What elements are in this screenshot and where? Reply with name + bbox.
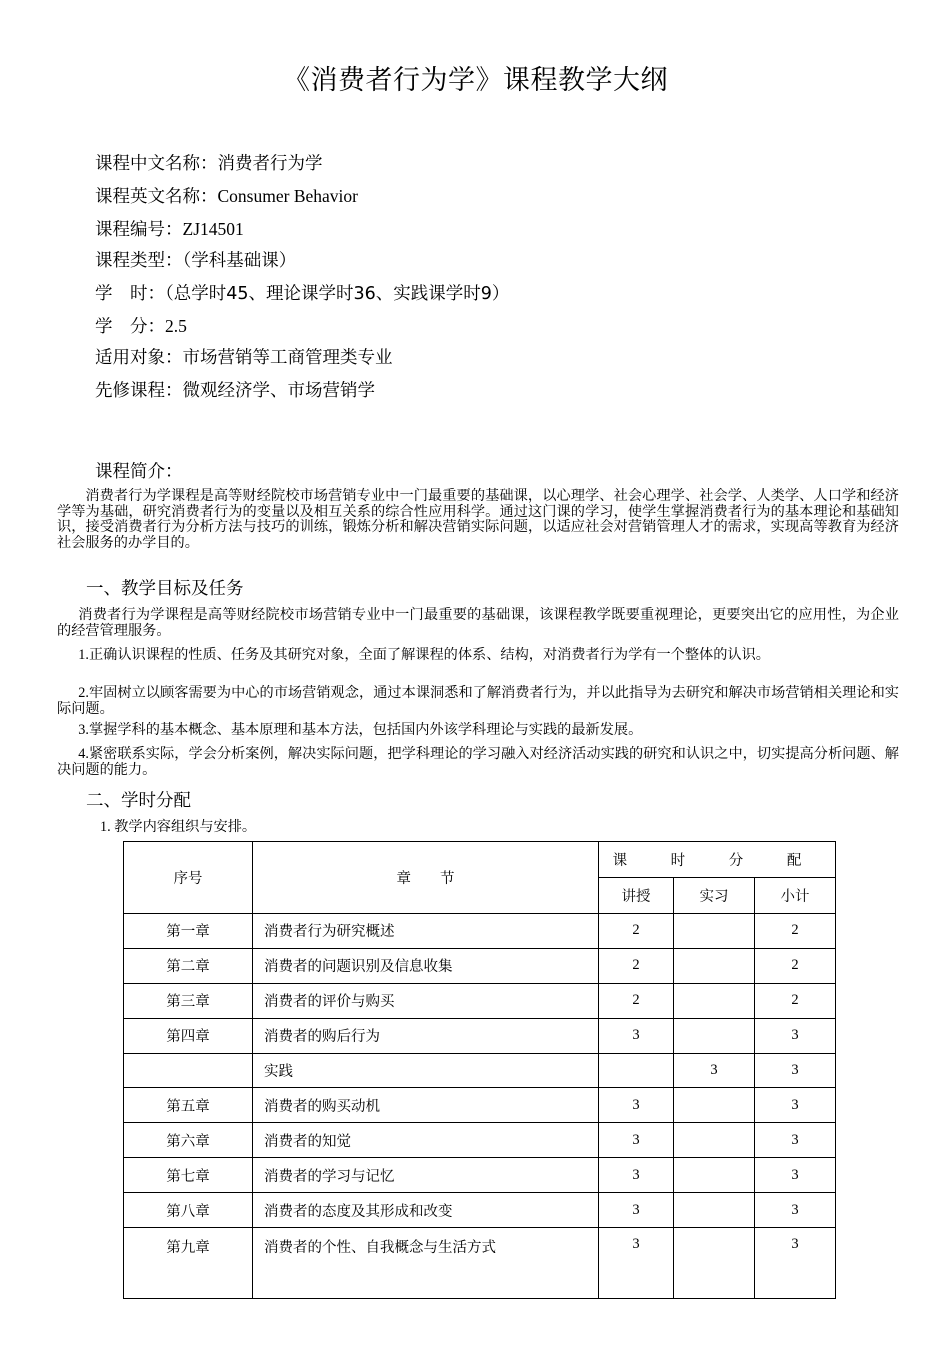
table-row: [124, 1193, 836, 1228]
info-label: 课程类型：: [95, 251, 183, 272]
info-label: 学 分：: [95, 316, 165, 337]
cell-chapter: 消费者行为研究概述: [253, 914, 599, 949]
cell-no: 第六章: [124, 1123, 253, 1158]
cell-practice: [674, 1088, 755, 1123]
cell-lecture: 3: [599, 1193, 674, 1228]
cell-chapter: 消费者的购买动机: [253, 1088, 599, 1123]
cell-subtotal: 3: [755, 1053, 836, 1088]
header-chapter: 章 节: [253, 842, 599, 914]
cell-subtotal: 3: [755, 1228, 836, 1299]
goal-item: 4.紧密联系实际，学会分析案例，解决实际问题，把学科理论的学习融入对经济活动实践的研究和认识之中，切实提高分析问题、解决问题的能力。: [57, 746, 899, 778]
cell-subtotal: 2: [755, 983, 836, 1018]
info-label: 适用对象：: [95, 348, 183, 369]
goal-item: 1.正确认识课程的性质、任务及其研究对象，全面了解课程的体系、结构，对消费者行为学有一个整体的认识。: [78, 647, 770, 663]
course-info-row: [95, 247, 509, 279]
info-label: 课程英文名称：: [95, 187, 218, 208]
goal-item: 2.牢固树立以顾客需要为中心的市场营销观念，通过本课洞悉和了解消费者行为，并以此指导为去研究和解决市场营销相关理论和实际问题。: [57, 685, 899, 717]
cell-lecture: 2: [599, 914, 674, 949]
table-header-row: [124, 842, 836, 878]
course-info: [95, 150, 509, 409]
course-info-row: [95, 215, 509, 247]
course-info-row: [95, 344, 509, 376]
cell-subtotal: 2: [755, 948, 836, 983]
cell-chapter: 消费者的个性、自我概念与生活方式: [253, 1228, 599, 1299]
cell-lecture: 2: [599, 948, 674, 983]
cell-no: [124, 1053, 253, 1088]
cell-chapter: 消费者的态度及其形成和改变: [253, 1193, 599, 1228]
hours-table: [123, 841, 836, 1299]
intro-paragraph: 消费者行为学课程是高等财经院校市场营销专业中一门最重要的基础课，以心理学、社会心理学、社会学、人类学、人口学和经济学等为基础，研究消费者行为的变量以及相互关系的综合性应用科学。通过这门课的学习，使学生掌握消费者行为的基本理论和基础知识，接受消费者行为分析方法与技巧的训练，锻炼分析和解决营销实际问题，以适应社会对营销管理人才的需求，实现高等教育为经济社会服务的办学目的。: [57, 488, 899, 551]
info-label: 课程中文名称：: [95, 154, 218, 174]
cell-practice: [674, 1123, 755, 1158]
info-value: 消费者行为学: [217, 154, 323, 174]
info-label: 学 时：: [95, 283, 165, 304]
cell-subtotal: 2: [755, 914, 836, 949]
intro-heading: 课程简介：: [95, 462, 183, 482]
cell-lecture: 3: [599, 1158, 674, 1193]
info-value: Consumer Behavior: [217, 186, 358, 207]
section-heading-goals: 一、教学目标及任务: [86, 579, 244, 599]
table-row: [124, 948, 836, 983]
info-label: 先修课程：: [95, 380, 183, 401]
cell-no: 第八章: [124, 1193, 253, 1228]
info-value: 微观经济学、市场营销学: [182, 380, 375, 401]
course-info-row: [95, 312, 509, 344]
info-value: 2.5: [165, 315, 187, 336]
table-row: [124, 1088, 836, 1123]
cell-practice: [674, 1158, 755, 1193]
cell-lecture: 3: [599, 1018, 674, 1053]
info-label: 课程编号：: [95, 219, 183, 240]
table-row: [124, 1123, 836, 1158]
cell-no: 第三章: [124, 983, 253, 1018]
cell-chapter: 实践: [253, 1053, 599, 1088]
cell-no: 第五章: [124, 1088, 253, 1123]
cell-practice: [674, 948, 755, 983]
table-row: [124, 1228, 836, 1299]
info-value: 市场营销等工商管理类专业: [182, 348, 393, 369]
cell-subtotal: 3: [755, 1158, 836, 1193]
cell-practice: [674, 983, 755, 1018]
goals-lead-paragraph: 消费者行为学课程是高等财经院校市场营销专业中一门最重要的基础课，该课程教学既要重视理论，更要突出它的应用性，为企业的经营管理服务。: [57, 607, 899, 639]
table-row: [124, 1158, 836, 1193]
cell-practice: [674, 1228, 755, 1299]
cell-no: 第二章: [124, 948, 253, 983]
header-no: 序号: [124, 842, 253, 914]
cell-no: 第九章: [124, 1228, 253, 1299]
cell-subtotal: 3: [755, 1123, 836, 1158]
cell-no: 第一章: [124, 914, 253, 949]
table-row: [124, 1053, 836, 1088]
cell-no: 第四章: [124, 1018, 253, 1053]
cell-lecture: [599, 1053, 674, 1088]
header-practice: 实习: [674, 878, 755, 914]
info-value: ZJ14501: [182, 218, 244, 239]
section-heading-hours: 二、学时分配: [86, 791, 191, 811]
header-subtotal: 小计: [755, 878, 836, 914]
info-value: （学科基础课）: [182, 251, 297, 272]
cell-chapter: 消费者的问题识别及信息收集: [253, 948, 599, 983]
cell-practice: [674, 914, 755, 949]
cell-subtotal: 3: [755, 1088, 836, 1123]
header-hours: 课 时 分 配: [599, 842, 836, 878]
cell-chapter: 消费者的购后行为: [253, 1018, 599, 1053]
cell-chapter: 消费者的评价与购买: [253, 983, 599, 1018]
cell-lecture: 3: [599, 1123, 674, 1158]
cell-chapter: 消费者的学习与记忆: [253, 1158, 599, 1193]
course-info-row: [95, 150, 509, 182]
cell-subtotal: 3: [755, 1193, 836, 1228]
table-row: [124, 983, 836, 1018]
course-info-row: [95, 182, 509, 214]
cell-practice: [674, 1018, 755, 1053]
table-row: [124, 914, 836, 949]
header-lecture: 讲授: [599, 878, 674, 914]
cell-practice: [674, 1193, 755, 1228]
cell-subtotal: 3: [755, 1018, 836, 1053]
goal-item: 3.掌握学科的基本概念、基本原理和基本方法，包括国内外该学科理论与实践的最新发展。: [78, 722, 643, 738]
cell-lecture: 3: [599, 1088, 674, 1123]
cell-chapter: 消费者的知觉: [253, 1123, 599, 1158]
cell-no: 第七章: [124, 1158, 253, 1193]
document-title: 《消费者行为学》课程教学大纲: [283, 65, 668, 96]
cell-lecture: 2: [599, 983, 674, 1018]
table-row: [124, 1018, 836, 1053]
course-info-row: [95, 280, 509, 312]
info-value: （总学时45、理论课学时36、实践课学时9）: [165, 283, 510, 304]
cell-lecture: 3: [599, 1228, 674, 1299]
section-subheading: 1. 教学内容组织与安排。: [100, 819, 257, 835]
course-info-row: [95, 377, 509, 409]
cell-practice: 3: [674, 1053, 755, 1088]
